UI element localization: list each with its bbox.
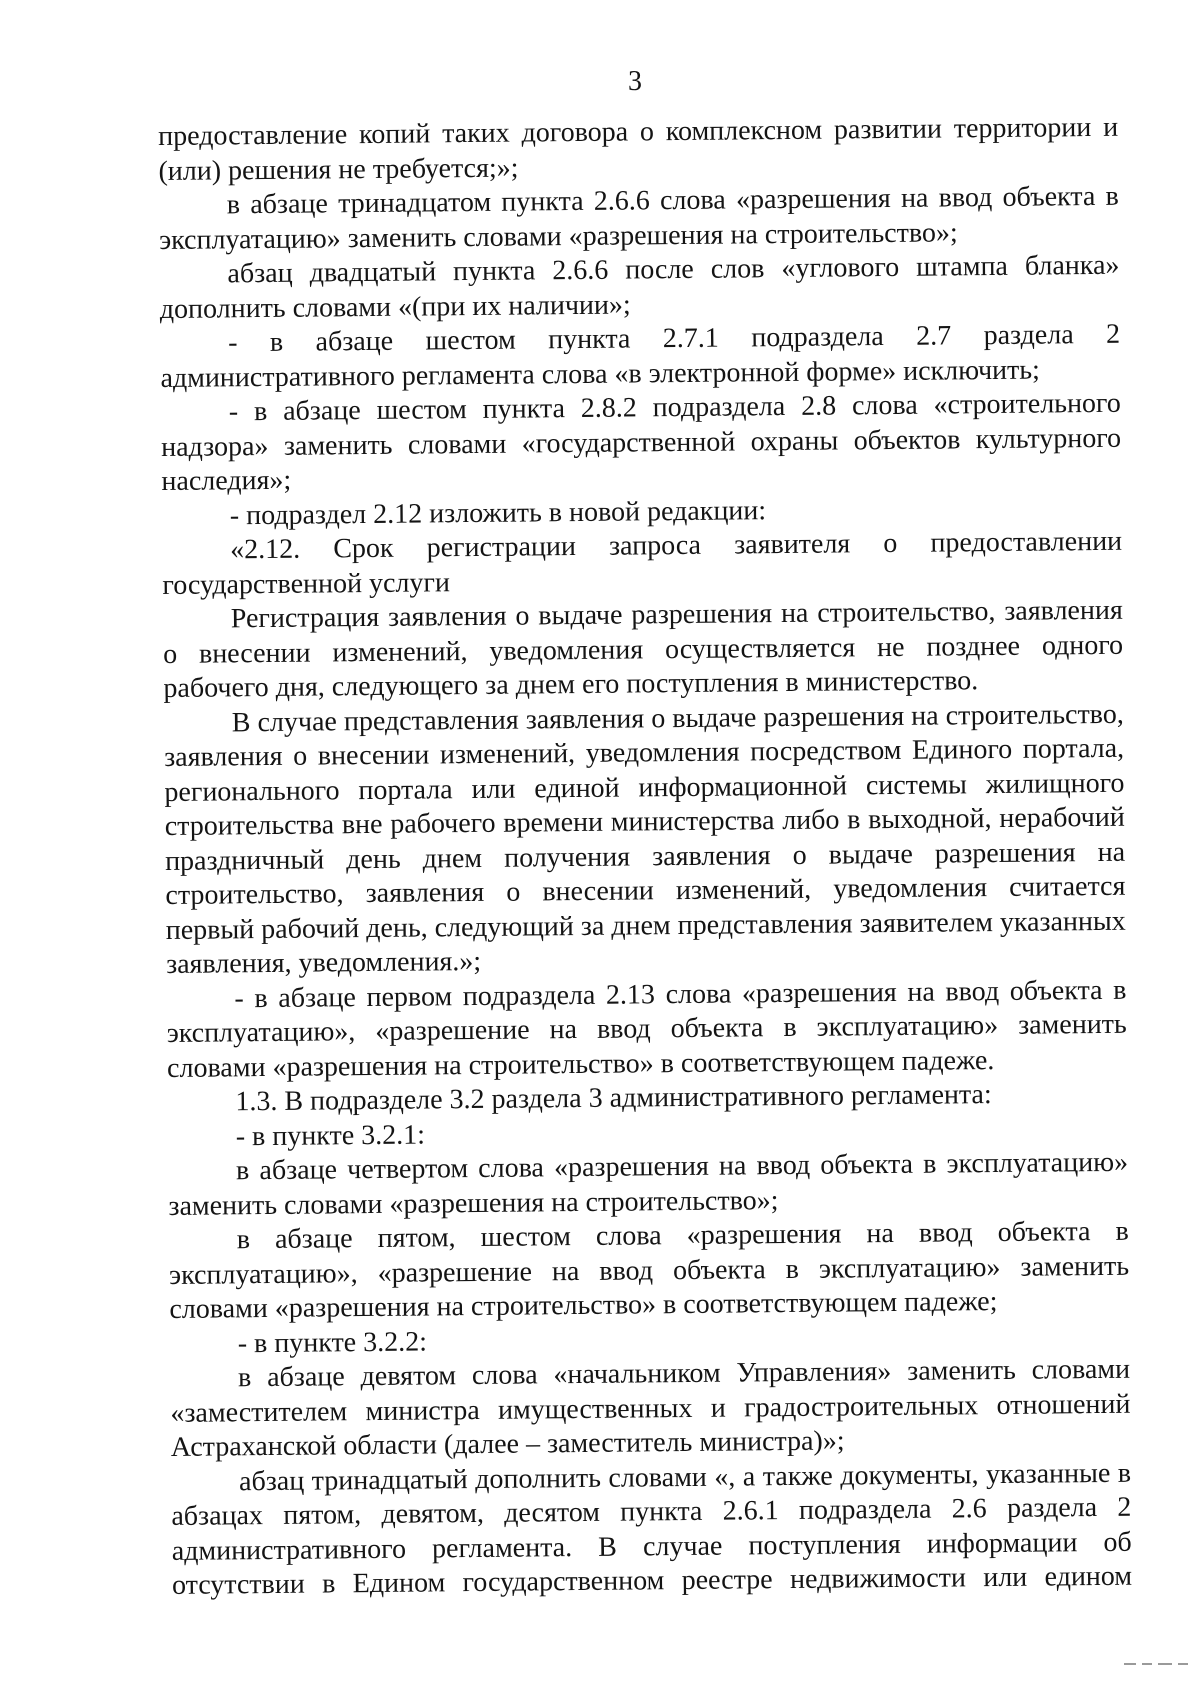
scan-artifact: [1178, 1663, 1188, 1665]
paragraph-12: - в пункте 3.2.1:: [235, 1118, 426, 1152]
paragraph-6: - подраздел 2.12 изложить в новой редакции:: [229, 494, 767, 531]
scan-artifact: [1142, 1663, 1152, 1665]
paragraph-9: В случае представления заявления о выдаче разрешения на строительство, заявления о внесении изменений, уведомления посредством Единого портала, регионального портала или единой информационной системы жилищного строительства вне рабочего времени министерства либо в выходной, нерабочий праздничный день днем получения заявления о выдаче разрешения на строительство, заявления о внесении изменений, уведомления считается первый рабочий день, следующий за днем представления заявителем указанных заявления, уведомления.»;: [163, 698, 1126, 980]
document-body: [158, 111, 1132, 1604]
paragraph-2: в абзаце тринадцатом пункта 2.6.6 слова «разрешения на ввод объекта в эксплуатацию» заменить словами «разрешения на строительство»;: [159, 180, 1119, 256]
paragraph-17: абзац тринадцатый дополнить словами «, а также документы, указанные в абзацах пятом, девятом, десятом пункта 2.6.1 подраздела 2.6 раздела 2 административного регламента. В случае поступления информации об отсутствии в Едином государственном реестре недвижимости или едином: [171, 1457, 1133, 1601]
paragraph-5: - в абзаце шестом пункта 2.8.2 подраздела 2.8 слова «строительного надзора» заменить словами «государственной охраны объектов культурного наследия»;: [160, 387, 1122, 497]
scan-artifact: [1158, 1663, 1172, 1665]
paragraph-7-section-heading: «2.12. Срок регистрации запроса заявителя о предоставлении государственной услуги: [162, 525, 1123, 601]
paragraph-10: - в абзаце первом подраздела 2.13 слова «разрешения на ввод объекта в эксплуатацию», «разрешение на ввод объекта в эксплуатацию» заменить словами «разрешения на строительство» в соответствующем падеже.: [166, 974, 1127, 1084]
paragraph-11: 1.3. В подразделе 3.2 раздела 3 административного регламента:: [235, 1079, 992, 1118]
paragraph-16: в абзаце девятом слова «начальником Управления» заменить словами «заместителем министра имущественных и градостроительных отношений Астраханской области (далее – заместитель министра)»;: [170, 1353, 1131, 1463]
paragraph-1: предоставление копий таких договора о комплексном развитии территории и (или) решения не требуется;»;: [158, 111, 1119, 187]
scan-artifact: [1124, 1663, 1136, 1665]
paragraph-15: - в пункте 3.2.2:: [237, 1325, 428, 1359]
paragraph-13: в абзаце четвертом слова «разрешения на ввод объекта в эксплуатацию» заменить словами «разрешения на строительство»;: [168, 1146, 1129, 1222]
paragraph-8: Регистрация заявления о выдаче разрешения на строительство, заявления о внесении изменений, уведомления осуществляется не позднее одного рабочего дня, следующего за днем его поступления в министерство.: [162, 594, 1124, 704]
paragraph-3: абзац двадцатый пункта 2.6.6 после слов «углового штампа бланка» дополнить словами «(при их наличии»;: [159, 249, 1120, 325]
paragraph-14: в абзаце пятом, шестом слова «разрешения на ввод объекта в эксплуатацию», «разрешение на ввод объекта в эксплуатацию» заменить словами «разрешения на строительство» в соответствующем падеже;: [168, 1215, 1130, 1325]
page-number: 3: [628, 66, 642, 97]
paragraph-4: - в абзаце шестом пункта 2.7.1 подраздела 2.7 раздела 2 административного регламента слова «в электронной форме» исключить;: [160, 318, 1121, 394]
